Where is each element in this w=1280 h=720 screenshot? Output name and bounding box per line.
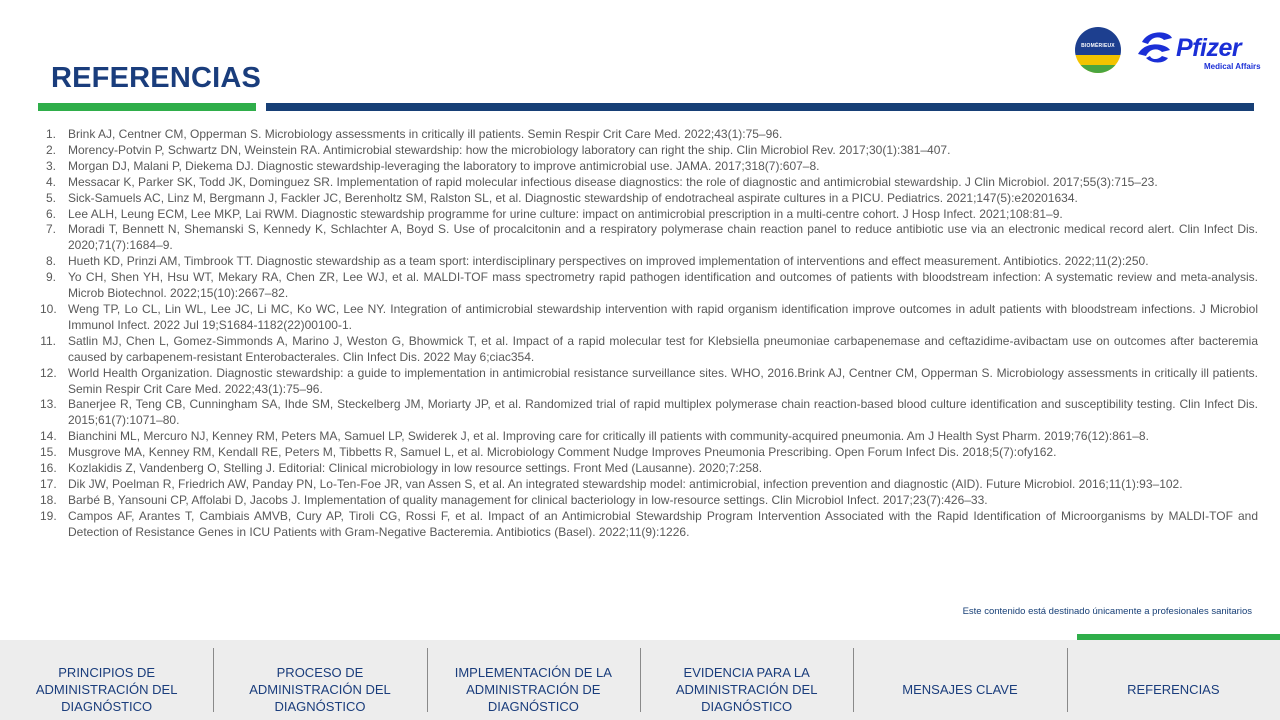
nav-tab-1[interactable] bbox=[0, 640, 213, 720]
nav-tab-label: IMPLEMENTACIÓN DE LA ADMINISTRACIÓN DE DIAGNÓSTICO bbox=[454, 664, 612, 714]
reference-item bbox=[40, 191, 1258, 207]
reference-number: 16. bbox=[40, 461, 57, 476]
reference-item bbox=[40, 207, 1258, 223]
reference-text: Morency-Potvin P, Schwartz DN, Weinstein RA. Antimicrobial stewardship: how the microbiology laboratory can right the ship. Clin Microbiol Rev. 2017;30(1):381–407. bbox=[68, 142, 951, 157]
biomerieux-logo-text: BIOMÉRIEUX bbox=[1081, 43, 1115, 49]
reference-item bbox=[40, 127, 1258, 143]
reference-text: Sick-Samuels AC, Linz M, Bergmann J, Fackler JC, Berenholtz SM, Ralston SL, et al. Diagnostic stewardship of endotracheal aspirate cultures in a PICU. Pediatrics. 2021;147(5):e20201634. bbox=[68, 190, 1078, 205]
pfizer-helix-icon bbox=[1134, 28, 1176, 68]
reference-text: Kozlakidis Z, Vandenberg O, Stelling J. Editorial: Clinical microbiology in low resource settings. Front Med (Lausanne). 2020;7:258. bbox=[68, 461, 763, 476]
nav-tab-2[interactable] bbox=[213, 640, 426, 720]
pfizer-wordmark: Pfizer bbox=[1176, 34, 1242, 62]
reference-number: 5. bbox=[45, 190, 56, 205]
reference-number: 13. bbox=[40, 397, 57, 412]
reference-item bbox=[40, 477, 1258, 493]
reference-text: World Health Organization. Diagnostic stewardship: a guide to implementation in antimicrobial resistance surveillance sites. WHO, 2016.Brink AJ, Centner CM, Opperman S. Microbiology assessments in critically ill patients. Semin Respir Crit Care Med. 2022;43(1):75–96. bbox=[68, 365, 1258, 396]
bottom-navigation bbox=[0, 640, 1280, 720]
reference-text: Campos AF, Arantes T, Cambiais AMVB, Cury AP, Tiroli CG, Rossi F, et al. Impact of an Antimicrobial Stewardship Program Intervention Associated with the Rapid Identification of Microorganisms by MALDI-TOF and Detection of Resistance Genes in ICU Patients with Gram-Negative Bacteremia. Antibiotics (Basel). 2022;11(9):1226. bbox=[68, 508, 1258, 539]
reference-text: Brink AJ, Centner CM, Opperman S. Microbiology assessments in critically ill patients. Semin Respir Crit Care Med. 2022;43(1):75–96. bbox=[68, 127, 783, 141]
reference-number: 1. bbox=[45, 127, 56, 141]
reference-number: 14. bbox=[40, 429, 57, 444]
disclaimer-text: Este contenido está destinado únicamente a profesionales sanitarios bbox=[962, 606, 1252, 617]
reference-item bbox=[40, 429, 1258, 445]
nav-tab-label: REFERENCIAS bbox=[1127, 681, 1220, 697]
reference-number: 3. bbox=[45, 158, 56, 173]
reference-number: 19. bbox=[40, 508, 57, 523]
reference-number: 11. bbox=[40, 333, 56, 348]
reference-text: Satlin MJ, Chen L, Gomez-Simmonds A, Marino J, Weston G, Bhowmick T, et al. Impact of a rapid molecular test for Klebsiella pneumoniae carbapenemase and ceftazidime-avibactam use on outcomes after bacteremia caused by carbapenem-resistant Enterobacterales. Clin Infect Dis. 2022 May 6;ciac354. bbox=[68, 333, 1258, 364]
reference-item bbox=[40, 159, 1258, 175]
nav-tab-label: MENSAJES CLAVE bbox=[902, 681, 1018, 697]
biomerieux-logo bbox=[1075, 27, 1121, 73]
reference-number: 17. bbox=[40, 476, 57, 491]
reference-number: 8. bbox=[45, 254, 56, 269]
reference-item bbox=[40, 461, 1258, 477]
reference-number: 2. bbox=[45, 142, 56, 157]
reference-item bbox=[40, 222, 1258, 254]
nav-tab-3[interactable] bbox=[427, 640, 640, 720]
nav-tab-5[interactable] bbox=[853, 640, 1066, 720]
reference-text: Messacar K, Parker SK, Todd JK, Dominguez SR. Implementation of rapid molecular infectious disease diagnostics: the role of diagnostic and antimicrobial stewardship. J Clin Microbiol. 2017;55(3):715–23. bbox=[68, 174, 1158, 189]
reference-text: Musgrove MA, Kenney RM, Kendall RE, Peters M, Tibbetts R, Samuel L, et al. Microbiology Comment Nudge Improves Pneumonia Prescribing. Open Forum Infect Dis. 2018;5(7):ofy162. bbox=[68, 445, 1057, 460]
reference-item bbox=[40, 175, 1258, 191]
reference-text: Yo CH, Shen YH, Hsu WT, Mekary RA, Chen ZR, Lee WJ, et al. MALDI-TOF mass spectrometry rapid pathogen identification and outcomes of patients with bloodstream infection: A systematic review and meta-analysis. Microb Biotechnol. 2022;15(10):2667–82. bbox=[68, 270, 1258, 301]
title-underline-blue bbox=[266, 103, 1254, 111]
reference-text: Bianchini ML, Mercuro NJ, Kenney RM, Peters MA, Samuel LP, Swiderek J, et al. Improving care for critically ill patients with community-acquired pneumonia. Am J Health Syst Pharm. 2019;76(12):861–8. bbox=[68, 429, 1149, 444]
reference-item bbox=[40, 334, 1258, 366]
reference-item bbox=[40, 445, 1258, 461]
reference-number: 12. bbox=[40, 365, 57, 380]
reference-text: Morgan DJ, Malani P, Diekema DJ. Diagnostic stewardship-leveraging the laboratory to improve antimicrobial use. JAMA. 2017;318(7):607–8. bbox=[68, 158, 820, 173]
reference-item bbox=[40, 493, 1258, 509]
reference-item bbox=[40, 509, 1258, 541]
title-underline-green bbox=[38, 103, 256, 111]
reference-text: Barbé B, Yansouni CP, Affolabi D, Jacobs J. Implementation of quality management for clinical bacteriology in low-resource settings. Clin Microbiol Infect. 2017;23(7):426–33. bbox=[68, 492, 988, 507]
nav-tab-label: PROCESO DE ADMINISTRACIÓN DEL DIAGNÓSTICO bbox=[249, 664, 391, 714]
reference-number: 15. bbox=[40, 445, 57, 460]
reference-number: 9. bbox=[45, 270, 56, 285]
pfizer-logo bbox=[1134, 28, 1261, 74]
pfizer-subtitle: Medical Affairs bbox=[1204, 62, 1261, 71]
reference-item bbox=[40, 143, 1258, 159]
reference-number: 7. bbox=[45, 222, 56, 237]
reference-text: Dik JW, Poelman R, Friedrich AW, Panday PN, Lo-Ten-Foe JR, van Assen S, et al. An integrated stewardship model: antimicrobial, infection prevention and diagnostic (AID). Future Microbiol. 2016;11(1):93–102. bbox=[68, 476, 1183, 491]
reference-text: Lee ALH, Leung ECM, Lee MKP, Lai RWM. Diagnostic stewardship programme for urine culture: impact on antimicrobial prescription in a multi-centre cohort. J Hosp Infect. 2021;108:81–9. bbox=[68, 206, 1063, 221]
page-title: REFERENCIAS bbox=[51, 62, 262, 94]
reference-item bbox=[40, 366, 1258, 398]
nav-tab-label: EVIDENCIA PARA LA ADMINISTRACIÓN DEL DIAGNÓSTICO bbox=[675, 664, 818, 714]
reference-text: Moradi T, Bennett N, Shemanski S, Kennedy K, Schlachter A, Boyd S. Use of procalcitonin and a respiratory polymerase chain reaction panel to reduce antibiotic use via an electronic medical record alert. Clin Infect Dis. 2020;71(7):1684–9. bbox=[68, 222, 1258, 253]
reference-list bbox=[40, 127, 1258, 541]
reference-number: 10. bbox=[40, 301, 57, 316]
reference-item bbox=[40, 254, 1258, 270]
reference-item bbox=[40, 397, 1258, 429]
nav-tab-label: PRINCIPIOS DE ADMINISTRACIÓN DEL DIAGNÓSTICO bbox=[35, 664, 178, 714]
reference-item bbox=[40, 302, 1258, 334]
reference-text: Banerjee R, Teng CB, Cunningham SA, Ihde SM, Steckelberg JM, Moriarty JP, et al. Randomized trial of rapid multiplex polymerase chain reaction-based blood culture identification and susceptibility testing. Clin Infect Dis. 2015;61(7):1071–80. bbox=[68, 397, 1258, 428]
reference-item bbox=[40, 270, 1258, 302]
reference-text: Weng TP, Lo CL, Lin WL, Lee JC, Li MC, Ko WC, Lee NY. Integration of antimicrobial stewardship intervention with rapid organism identification improve outcomes in adult patients with bloodstream infections. J Microbiol Immunol Infect. 2022 Jul 19;S1684-1182(22)00100-1. bbox=[68, 301, 1258, 332]
reference-number: 18. bbox=[40, 492, 57, 507]
reference-number: 6. bbox=[45, 206, 56, 221]
reference-number: 4. bbox=[45, 174, 56, 189]
nav-tab-6[interactable] bbox=[1067, 640, 1280, 720]
nav-tab-4[interactable] bbox=[640, 640, 853, 720]
reference-text: Hueth KD, Prinzi AM, Timbrook TT. Diagnostic stewardship as a team sport: interdisciplinary perspectives on improved implementation of interventions and effect measurement. Antibiotics. 2022;11(2):250. bbox=[68, 254, 1149, 269]
